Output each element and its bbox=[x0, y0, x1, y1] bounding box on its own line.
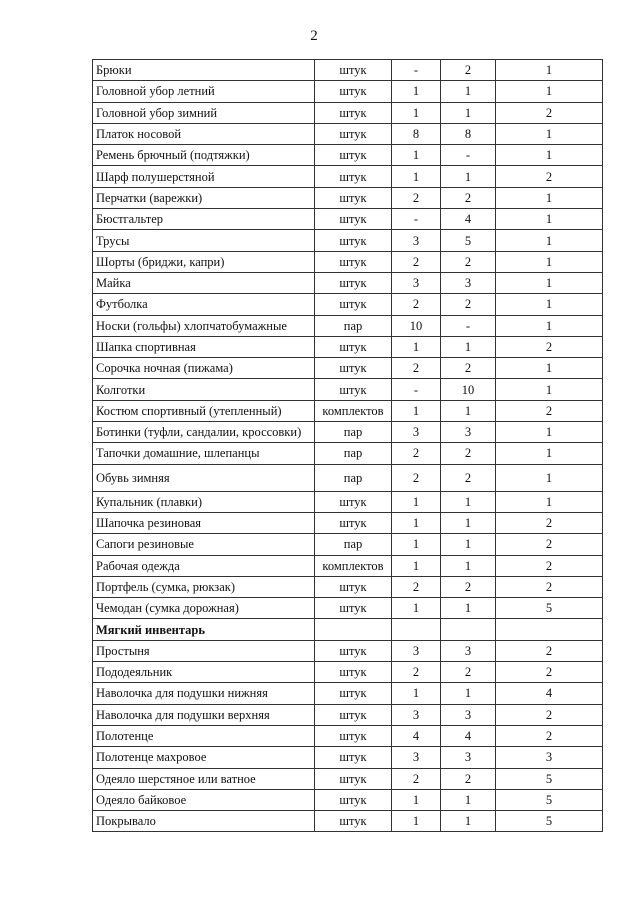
quantity-a: 1 bbox=[392, 81, 441, 102]
quantity-a: 1 bbox=[392, 145, 441, 166]
item-unit: штук bbox=[315, 166, 392, 187]
wear-period: 2 bbox=[496, 166, 603, 187]
quantity-a: 1 bbox=[392, 811, 441, 832]
quantity-b: 2 bbox=[441, 251, 496, 272]
wear-period: 1 bbox=[496, 251, 603, 272]
wear-period: 4 bbox=[496, 683, 603, 704]
item-name: Сапоги резиновые bbox=[93, 534, 315, 555]
item-unit: штук bbox=[315, 336, 392, 357]
item-unit: штук bbox=[315, 123, 392, 144]
item-unit bbox=[315, 619, 392, 640]
item-name: Покрывало bbox=[93, 811, 315, 832]
item-name: Колготки bbox=[93, 379, 315, 400]
table-row bbox=[93, 512, 603, 533]
table-row bbox=[93, 464, 603, 491]
item-unit: пар bbox=[315, 464, 392, 491]
wear-period: 1 bbox=[496, 464, 603, 491]
table-row bbox=[93, 747, 603, 768]
quantity-a: 2 bbox=[392, 187, 441, 208]
table-row bbox=[93, 491, 603, 512]
item-name: Носки (гольфы) хлопчатобумажные bbox=[93, 315, 315, 336]
quantity-b: 4 bbox=[441, 725, 496, 746]
table-row bbox=[93, 576, 603, 597]
item-name: Платок носовой bbox=[93, 123, 315, 144]
quantity-b: 5 bbox=[441, 230, 496, 251]
table-row bbox=[93, 725, 603, 746]
table-row bbox=[93, 422, 603, 443]
item-name: Головной убор летний bbox=[93, 81, 315, 102]
quantity-b: 3 bbox=[441, 422, 496, 443]
quantity-a: 1 bbox=[392, 512, 441, 533]
quantity-b bbox=[441, 619, 496, 640]
quantity-b: 2 bbox=[441, 443, 496, 464]
item-unit: комплектов bbox=[315, 400, 392, 421]
table-row bbox=[93, 336, 603, 357]
quantity-a: 3 bbox=[392, 747, 441, 768]
item-name: Шапка спортивная bbox=[93, 336, 315, 357]
quantity-b: 2 bbox=[441, 60, 496, 81]
quantity-a: 2 bbox=[392, 443, 441, 464]
item-name: Простыня bbox=[93, 640, 315, 661]
quantity-a: 10 bbox=[392, 315, 441, 336]
wear-period bbox=[496, 619, 603, 640]
wear-period: 1 bbox=[496, 491, 603, 512]
item-unit: пар bbox=[315, 422, 392, 443]
quantity-b: 1 bbox=[441, 81, 496, 102]
item-name: Пододеяльник bbox=[93, 662, 315, 683]
item-name: Шапочка резиновая bbox=[93, 512, 315, 533]
item-unit: штук bbox=[315, 598, 392, 619]
page-number: 2 bbox=[310, 28, 318, 44]
wear-period: 2 bbox=[496, 662, 603, 683]
item-unit: штук bbox=[315, 358, 392, 379]
section-header-row bbox=[93, 619, 603, 640]
table-row bbox=[93, 555, 603, 576]
quantity-a: 1 bbox=[392, 400, 441, 421]
item-name: Купальник (плавки) bbox=[93, 491, 315, 512]
quantity-b: 4 bbox=[441, 209, 496, 230]
quantity-a: 3 bbox=[392, 230, 441, 251]
item-name: Трусы bbox=[93, 230, 315, 251]
quantity-b: 1 bbox=[441, 683, 496, 704]
item-name: Ремень брючный (подтяжки) bbox=[93, 145, 315, 166]
quantity-a bbox=[392, 619, 441, 640]
wear-period: 2 bbox=[496, 102, 603, 123]
table-row bbox=[93, 704, 603, 725]
quantity-a: 1 bbox=[392, 102, 441, 123]
quantity-b: 1 bbox=[441, 534, 496, 555]
item-unit: штук bbox=[315, 512, 392, 533]
wear-period: 1 bbox=[496, 358, 603, 379]
table-row bbox=[93, 166, 603, 187]
quantity-b: 3 bbox=[441, 704, 496, 725]
table-row bbox=[93, 768, 603, 789]
quantity-a: 1 bbox=[392, 598, 441, 619]
table-row bbox=[93, 251, 603, 272]
quantity-a: 2 bbox=[392, 768, 441, 789]
item-name: Наволочка для подушки нижняя bbox=[93, 683, 315, 704]
wear-period: 2 bbox=[496, 576, 603, 597]
quantity-b: 1 bbox=[441, 811, 496, 832]
item-name: Чемодан (сумка дорожная) bbox=[93, 598, 315, 619]
item-unit: штук bbox=[315, 747, 392, 768]
quantity-a: 1 bbox=[392, 491, 441, 512]
table-row bbox=[93, 272, 603, 293]
table-row bbox=[93, 145, 603, 166]
item-name: Полотенце bbox=[93, 725, 315, 746]
table-row bbox=[93, 811, 603, 832]
quantity-b: 3 bbox=[441, 272, 496, 293]
item-unit: штук bbox=[315, 768, 392, 789]
wear-period: 1 bbox=[496, 60, 603, 81]
item-unit: пар bbox=[315, 443, 392, 464]
wear-period: 2 bbox=[496, 555, 603, 576]
wear-period: 1 bbox=[496, 230, 603, 251]
item-unit: штук bbox=[315, 251, 392, 272]
item-unit: штук bbox=[315, 576, 392, 597]
wear-period: 1 bbox=[496, 294, 603, 315]
quantity-a: 1 bbox=[392, 534, 441, 555]
table-row bbox=[93, 102, 603, 123]
quantity-a: 2 bbox=[392, 662, 441, 683]
item-name: Шорты (бриджи, капри) bbox=[93, 251, 315, 272]
table-row bbox=[93, 443, 603, 464]
item-name: Костюм спортивный (утепленный) bbox=[93, 400, 315, 421]
wear-period: 5 bbox=[496, 811, 603, 832]
item-unit: штук bbox=[315, 811, 392, 832]
quantity-b: 1 bbox=[441, 512, 496, 533]
quantity-b: 2 bbox=[441, 768, 496, 789]
quantity-b: 10 bbox=[441, 379, 496, 400]
quantity-b: 1 bbox=[441, 598, 496, 619]
table-row bbox=[93, 60, 603, 81]
table-row bbox=[93, 400, 603, 421]
wear-period: 2 bbox=[496, 512, 603, 533]
table-row bbox=[93, 123, 603, 144]
quantity-a: - bbox=[392, 379, 441, 400]
table-row bbox=[93, 187, 603, 208]
table-row bbox=[93, 534, 603, 555]
quantity-b: 2 bbox=[441, 464, 496, 491]
item-name: Наволочка для подушки верхняя bbox=[93, 704, 315, 725]
wear-period: 1 bbox=[496, 209, 603, 230]
table-row bbox=[93, 230, 603, 251]
quantity-a: 1 bbox=[392, 789, 441, 810]
wear-period: 5 bbox=[496, 768, 603, 789]
quantity-a: 1 bbox=[392, 336, 441, 357]
wear-period: 1 bbox=[496, 123, 603, 144]
wear-period: 2 bbox=[496, 400, 603, 421]
quantity-b: 2 bbox=[441, 294, 496, 315]
wear-period: 1 bbox=[496, 422, 603, 443]
quantity-b: - bbox=[441, 145, 496, 166]
quantity-a: 2 bbox=[392, 464, 441, 491]
item-unit: комплектов bbox=[315, 555, 392, 576]
quantity-b: 3 bbox=[441, 747, 496, 768]
inventory-table bbox=[92, 59, 603, 832]
item-unit: штук bbox=[315, 187, 392, 208]
wear-period: 1 bbox=[496, 187, 603, 208]
quantity-a: 1 bbox=[392, 555, 441, 576]
item-unit: штук bbox=[315, 230, 392, 251]
quantity-b: 1 bbox=[441, 789, 496, 810]
table-row bbox=[93, 379, 603, 400]
quantity-a: 1 bbox=[392, 683, 441, 704]
quantity-a: 2 bbox=[392, 294, 441, 315]
quantity-b: 1 bbox=[441, 336, 496, 357]
wear-period: 2 bbox=[496, 534, 603, 555]
item-unit: штук bbox=[315, 145, 392, 166]
item-unit: штук bbox=[315, 491, 392, 512]
table-row bbox=[93, 81, 603, 102]
wear-period: 1 bbox=[496, 315, 603, 336]
item-unit: штук bbox=[315, 60, 392, 81]
wear-period: 5 bbox=[496, 789, 603, 810]
quantity-b: 1 bbox=[441, 555, 496, 576]
item-unit: штук bbox=[315, 683, 392, 704]
item-name: Полотенце махровое bbox=[93, 747, 315, 768]
item-name: Ботинки (туфли, сандалии, кроссовки) bbox=[93, 422, 315, 443]
item-unit: штук bbox=[315, 209, 392, 230]
item-unit: штук bbox=[315, 272, 392, 293]
wear-period: 2 bbox=[496, 336, 603, 357]
quantity-a: 3 bbox=[392, 422, 441, 443]
wear-period: 1 bbox=[496, 81, 603, 102]
wear-period: 1 bbox=[496, 379, 603, 400]
quantity-a: 4 bbox=[392, 725, 441, 746]
table-row bbox=[93, 358, 603, 379]
item-name: Перчатки (варежки) bbox=[93, 187, 315, 208]
quantity-b: - bbox=[441, 315, 496, 336]
item-name: Одеяло байковое bbox=[93, 789, 315, 810]
item-name: Портфель (сумка, рюкзак) bbox=[93, 576, 315, 597]
quantity-b: 1 bbox=[441, 166, 496, 187]
quantity-b: 8 bbox=[441, 123, 496, 144]
quantity-b: 3 bbox=[441, 640, 496, 661]
item-unit: штук bbox=[315, 789, 392, 810]
item-unit: пар bbox=[315, 534, 392, 555]
item-unit: штук bbox=[315, 81, 392, 102]
wear-period: 2 bbox=[496, 640, 603, 661]
quantity-a: 3 bbox=[392, 640, 441, 661]
table-row bbox=[93, 640, 603, 661]
quantity-a: 3 bbox=[392, 272, 441, 293]
item-unit: штук bbox=[315, 379, 392, 400]
wear-period: 1 bbox=[496, 145, 603, 166]
wear-period: 3 bbox=[496, 747, 603, 768]
quantity-a: - bbox=[392, 60, 441, 81]
item-unit: штук bbox=[315, 704, 392, 725]
item-name: Брюки bbox=[93, 60, 315, 81]
quantity-a: 3 bbox=[392, 704, 441, 725]
quantity-a: 1 bbox=[392, 166, 441, 187]
wear-period: 2 bbox=[496, 704, 603, 725]
quantity-b: 2 bbox=[441, 358, 496, 379]
item-name: Майка bbox=[93, 272, 315, 293]
table-row bbox=[93, 662, 603, 683]
quantity-b: 1 bbox=[441, 491, 496, 512]
item-name: Сорочка ночная (пижама) bbox=[93, 358, 315, 379]
table-row bbox=[93, 598, 603, 619]
quantity-a: 2 bbox=[392, 251, 441, 272]
item-name: Шарф полушерстяной bbox=[93, 166, 315, 187]
wear-period: 1 bbox=[496, 443, 603, 464]
item-name: Мягкий инвентарь bbox=[93, 619, 315, 640]
wear-period: 2 bbox=[496, 725, 603, 746]
inventory-table-body bbox=[93, 60, 603, 832]
item-name: Тапочки домашние, шлепанцы bbox=[93, 443, 315, 464]
quantity-a: 2 bbox=[392, 576, 441, 597]
item-name: Головной убор зимний bbox=[93, 102, 315, 123]
quantity-a: 2 bbox=[392, 358, 441, 379]
item-unit: штук bbox=[315, 725, 392, 746]
item-name: Рабочая одежда bbox=[93, 555, 315, 576]
item-name: Одеяло шерстяное или ватное bbox=[93, 768, 315, 789]
item-name: Футболка bbox=[93, 294, 315, 315]
quantity-b: 2 bbox=[441, 576, 496, 597]
table-row bbox=[93, 683, 603, 704]
table-row bbox=[93, 789, 603, 810]
quantity-a: - bbox=[392, 209, 441, 230]
item-unit: штук bbox=[315, 662, 392, 683]
item-unit: штук bbox=[315, 102, 392, 123]
item-unit: штук bbox=[315, 294, 392, 315]
quantity-b: 2 bbox=[441, 187, 496, 208]
table-row bbox=[93, 209, 603, 230]
table-row bbox=[93, 294, 603, 315]
item-name: Бюстгальтер bbox=[93, 209, 315, 230]
quantity-b: 1 bbox=[441, 400, 496, 421]
wear-period: 5 bbox=[496, 598, 603, 619]
table-row bbox=[93, 315, 603, 336]
quantity-b: 2 bbox=[441, 662, 496, 683]
item-unit: пар bbox=[315, 315, 392, 336]
wear-period: 1 bbox=[496, 272, 603, 293]
item-name: Обувь зимняя bbox=[93, 464, 315, 491]
item-unit: штук bbox=[315, 640, 392, 661]
quantity-a: 8 bbox=[392, 123, 441, 144]
quantity-b: 1 bbox=[441, 102, 496, 123]
